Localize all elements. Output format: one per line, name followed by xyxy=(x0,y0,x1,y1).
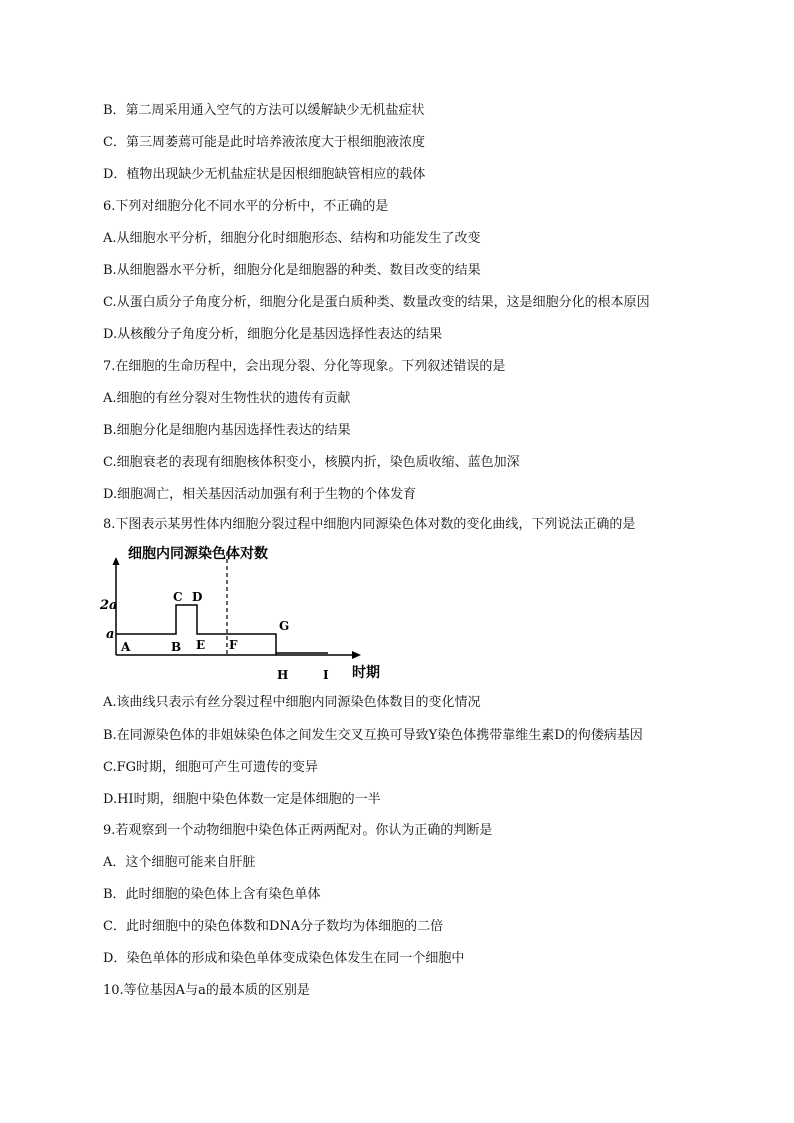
question-9: 9.若观察到一个动物细胞中染色体正两两配对。你认为正确的判断是 xyxy=(103,823,493,838)
point-label-g: G xyxy=(279,619,290,633)
option-a-q9: A．这个细胞可能来自肝脏 xyxy=(103,855,256,870)
option-d-q9: D．染色单体的形成和染色单体变成染色体发生在同一个细胞中 xyxy=(103,951,465,966)
point-label-a: A xyxy=(121,640,131,654)
option-a-q8: A.该曲线只表示有丝分裂过程中细胞内同源染色体数目的变化情况 xyxy=(103,695,481,710)
option-b-q7: B.细胞分化是细胞内基因选择性表达的结果 xyxy=(103,423,351,438)
option-b-q5: B．第二周采用通入空气的方法可以缓解缺少无机盐症状 xyxy=(103,103,425,118)
point-label-e: E xyxy=(196,638,206,652)
question-6: 6.下列对细胞分化不同水平的分析中，不正确的是 xyxy=(103,199,389,214)
point-label-b: B xyxy=(171,640,182,654)
option-d-q8: D.HI时期，细胞中染色体数一定是体细胞的一半 xyxy=(103,792,381,807)
option-c-q9: C．此时细胞中的染色体数和DNA分子数均为体细胞的二倍 xyxy=(103,919,444,934)
point-label-h: H xyxy=(277,668,289,682)
option-a-q6: A.从细胞水平分析，细胞分化时细胞形态、结构和功能发生了改变 xyxy=(103,231,481,246)
question-7: 7.在细胞的生命历程中，会出现分裂、分化等现象。下列叙述错误的是 xyxy=(103,359,506,374)
option-c-q6: C.从蛋白质分子角度分析，细胞分化是蛋白质种类、数量改变的结果，这是细胞分化的根本原因 xyxy=(103,295,650,310)
option-b-q8: B.在同源染色体的非姐妹染色体之间发生交叉互换可导致Y染色体携带靠维生素D的佝偻病基因 xyxy=(103,728,643,743)
option-d-q7: D.细胞凋亡，相关基因活动加强有利于生物的个体发育 xyxy=(103,487,417,502)
option-c-q8: C.FG时期，细胞可产生可遗传的变异 xyxy=(103,760,319,775)
option-b-q9: B．此时细胞的染色体上含有染色单体 xyxy=(103,887,321,902)
y-axis-arrow xyxy=(113,557,120,565)
option-b-q6: B.从细胞器水平分析，细胞分化是细胞器的种类、数目改变的结果 xyxy=(103,263,481,278)
chromosome-pair-chart xyxy=(100,542,400,687)
x-axis-arrow xyxy=(352,651,361,659)
option-c-q5: C．第三周萎蔫可能是此时培养液浓度大于根细胞液浓度 xyxy=(103,135,425,150)
option-c-q7: C.细胞衰老的表现有细胞核体积变小，核膜内折，染色质收缩、蓝色加深 xyxy=(103,455,520,470)
point-label-d: D xyxy=(192,590,203,604)
x-axis-label: 时期 xyxy=(352,665,380,681)
chart-title: 细胞内同源染色体对数 xyxy=(128,546,268,562)
y-tick-2a: 2a xyxy=(100,598,118,613)
y-tick-a: a xyxy=(106,627,115,642)
option-a-q7: A.细胞的有丝分裂对生物性状的遗传有贡献 xyxy=(103,391,351,406)
question-8: 8.下图表示某男性体内细胞分裂过程中细胞内同源染色体对数的变化曲线，下列说法正确的是 xyxy=(103,517,636,532)
point-label-i: I xyxy=(323,668,329,682)
question-10: 10.等位基因A与a的最本质的区别是 xyxy=(103,983,310,998)
option-d-q6: D.从核酸分子角度分析，细胞分化是基因选择性表达的结果 xyxy=(103,327,443,342)
point-label-f: F xyxy=(229,638,238,652)
option-d-q5: D．植物出现缺少无机盐症状是因根细胞缺管相应的载体 xyxy=(103,167,426,182)
point-label-c: C xyxy=(173,590,183,604)
